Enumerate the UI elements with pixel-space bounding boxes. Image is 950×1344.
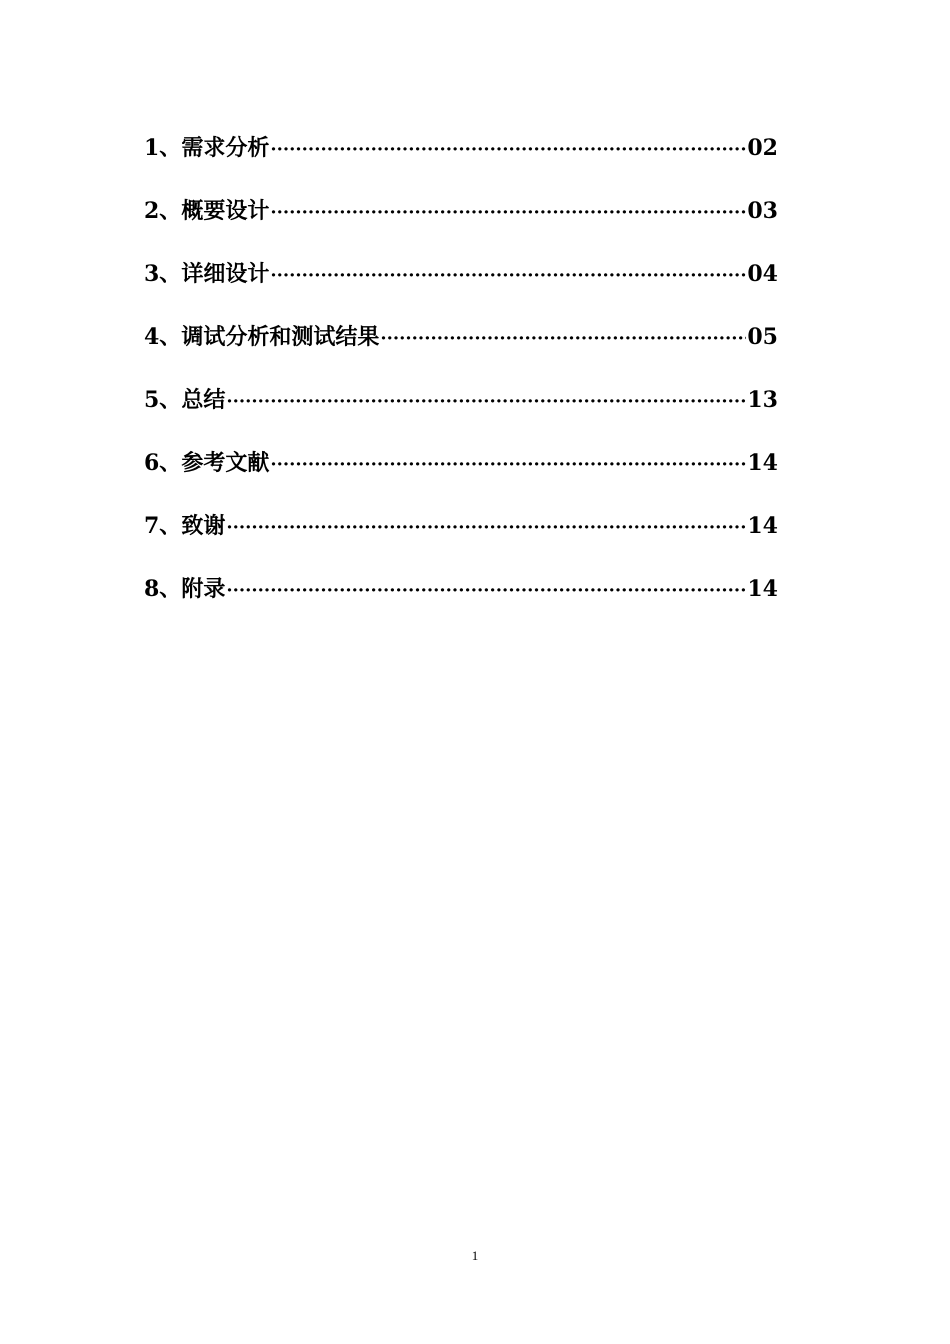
toc-entry-number: 5、 bbox=[144, 387, 182, 413]
toc-entry-7[interactable] bbox=[144, 506, 778, 569]
toc-entry-title: 详细设计 bbox=[181, 261, 270, 287]
toc-entry-5[interactable] bbox=[144, 380, 778, 443]
toc-entry-title: 需求分析 bbox=[181, 135, 270, 161]
toc-entry-title: 参考文献 bbox=[181, 450, 270, 476]
toc-entry-title: 致谢 bbox=[181, 513, 226, 539]
toc-entry-number: 6、 bbox=[144, 450, 182, 476]
toc-entry-number: 4、 bbox=[144, 324, 182, 350]
table-of-contents bbox=[144, 128, 778, 632]
toc-entry-8[interactable] bbox=[144, 569, 778, 632]
toc-dot-leader bbox=[270, 130, 746, 170]
toc-dot-leader bbox=[226, 571, 746, 611]
toc-entry-page: 02 bbox=[747, 135, 778, 161]
toc-entry-1[interactable] bbox=[144, 128, 778, 191]
toc-entry-title: 调试分析和测试结果 bbox=[181, 324, 380, 350]
toc-entry-title: 附录 bbox=[181, 576, 226, 602]
toc-entry-page: 05 bbox=[747, 324, 778, 350]
page-number: 1 bbox=[471, 1248, 479, 1263]
toc-dot-leader bbox=[270, 445, 746, 485]
toc-dot-leader bbox=[226, 508, 746, 548]
toc-dot-leader bbox=[380, 319, 746, 359]
toc-entry-title: 概要设计 bbox=[181, 198, 270, 224]
toc-entry-number: 2、 bbox=[144, 198, 182, 224]
toc-dot-leader bbox=[270, 256, 746, 296]
toc-entry-2[interactable] bbox=[144, 191, 778, 254]
toc-dot-leader bbox=[226, 382, 746, 422]
toc-entry-page: 03 bbox=[747, 198, 778, 224]
toc-entry-page: 14 bbox=[747, 450, 778, 476]
toc-entry-page: 14 bbox=[747, 513, 778, 539]
toc-entry-number: 1、 bbox=[144, 135, 182, 161]
toc-entry-title: 总结 bbox=[181, 387, 226, 413]
toc-dot-leader bbox=[270, 193, 746, 233]
toc-entry-number: 8、 bbox=[144, 576, 182, 602]
toc-entry-3[interactable] bbox=[144, 254, 778, 317]
toc-entry-number: 7、 bbox=[144, 513, 182, 539]
toc-entry-number: 3、 bbox=[144, 261, 182, 287]
toc-entry-page: 14 bbox=[747, 576, 778, 602]
toc-entry-4[interactable] bbox=[144, 317, 778, 380]
toc-entry-page: 13 bbox=[747, 387, 778, 413]
toc-entry-page: 04 bbox=[747, 261, 778, 287]
toc-entry-6[interactable] bbox=[144, 443, 778, 506]
